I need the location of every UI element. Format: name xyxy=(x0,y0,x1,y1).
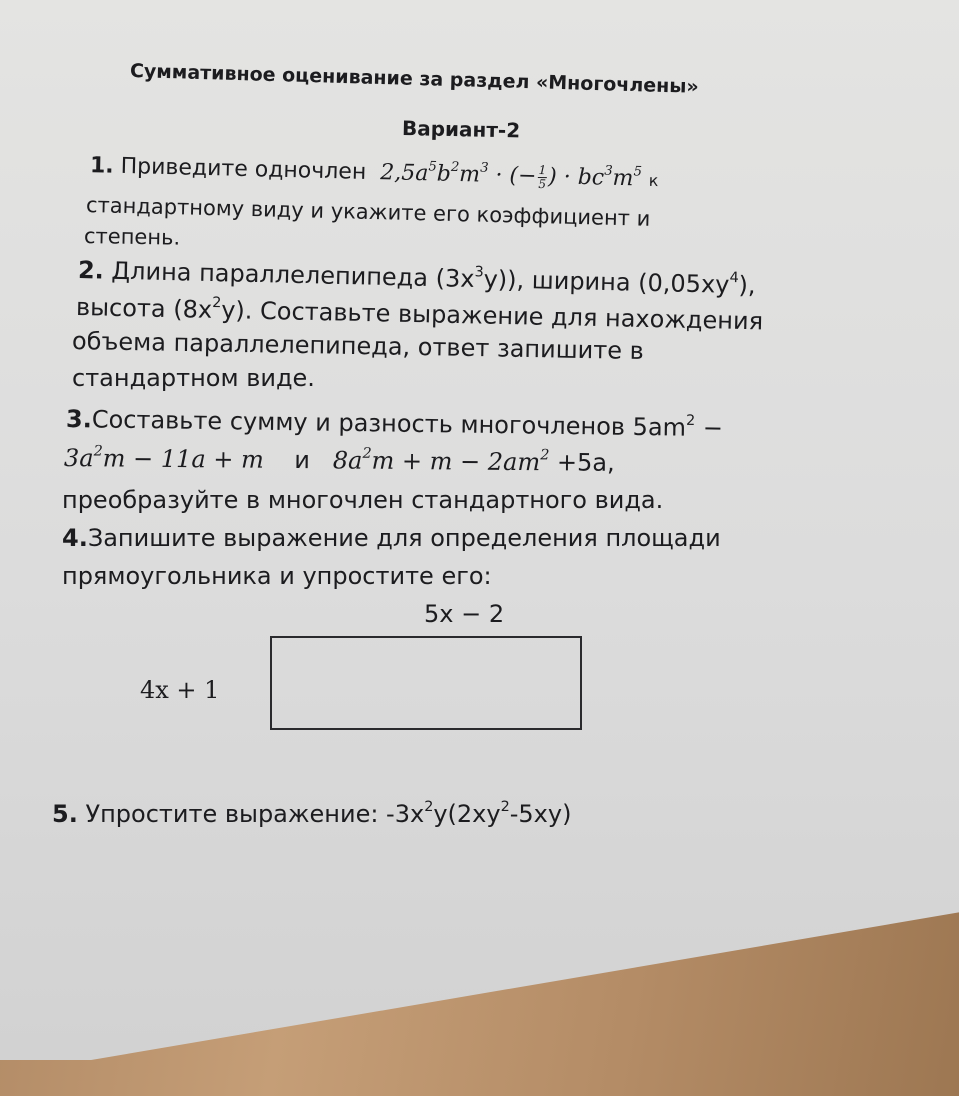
task4-line2: прямоугольника и упростите его: xyxy=(62,562,492,590)
task1-number: 1. xyxy=(89,153,114,179)
rect-height-label: 4x + 1 xyxy=(140,676,220,704)
task1-line2: стандартному виду и укажите его коэффициент и xyxy=(85,193,651,231)
task3-line2: $3a^2m - 11a + m$ и $8a^2m + m - 2am^2 +5a$, xyxy=(63,443,615,477)
task2-line4: стандартном виде. xyxy=(72,364,315,392)
task2-line1: 2. Длина параллелепипеда $(3x^3y)$), ширина $(0,05xy^4)$, xyxy=(77,256,756,300)
task5-line: 5. Упростите выражение: $-3x^2y(2xy^2-5xy)$ xyxy=(52,799,572,828)
task1-line3: степень. xyxy=(83,224,181,250)
task3-and: и xyxy=(294,446,311,475)
task2-number: 2. xyxy=(77,256,105,285)
task1-lead: Приведите одночлен xyxy=(120,153,367,185)
task3-line1: 3.Составьте сумму и разность многочленов $5am^2$ − xyxy=(65,405,724,443)
task2-line3: объема параллелепипеда, ответ запишите в xyxy=(71,327,645,365)
task1-k: к xyxy=(648,170,659,191)
rect-width-label: 5x − 2 xyxy=(424,600,505,628)
task3-line3: преобразуйте в многочлен стандартного вида. xyxy=(62,486,664,514)
task3-poly2: $8a^2m + m - 2am^2$ xyxy=(332,445,550,477)
task4-number: 4. xyxy=(62,524,88,552)
rectangle-figure xyxy=(270,636,582,730)
task2-line2: высота $(8x^2y)$. Составьте выражение для нахождения xyxy=(75,293,764,336)
variant-label: Вариант-2 xyxy=(401,116,521,143)
task3-poly1: $3a^2m - 11a + m$ xyxy=(63,443,264,474)
task5-number: 5. xyxy=(52,800,78,828)
task3-number: 3. xyxy=(65,405,93,434)
task1-monomial: $2,5a^5b^2m^3$ · (− $\frac{1}{5}$ ) · $bc^3m^5$ xyxy=(379,159,643,192)
task4-line1: 4.Запишите выражение для определения площади xyxy=(62,524,721,552)
worksheet-title: Суммативное оценивание за раздел «Многочлены» xyxy=(129,60,700,98)
task1-line1 xyxy=(90,153,659,193)
